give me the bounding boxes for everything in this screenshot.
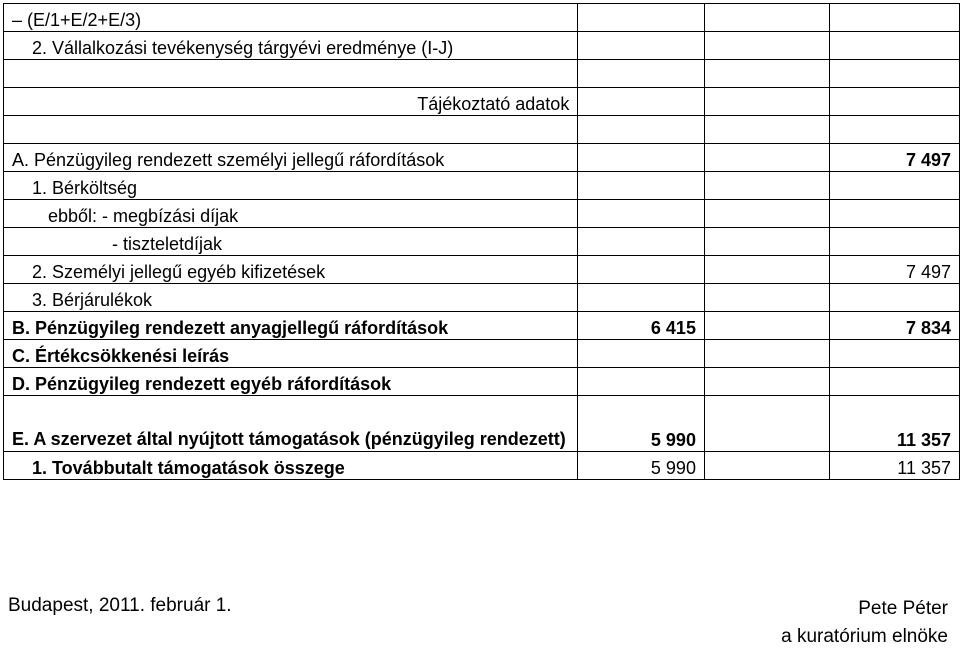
empty-cell (578, 4, 705, 32)
table-row (4, 228, 960, 256)
table-row (4, 340, 960, 368)
signer-name: Pete Péter (858, 598, 948, 619)
empty-cell (578, 88, 705, 116)
row-label: – (E/1+E/2+E/3) (4, 4, 578, 32)
empty-cell (578, 340, 705, 368)
empty-cell (830, 228, 960, 256)
table-row (4, 284, 960, 312)
empty-cell (704, 60, 829, 88)
row-label: E. A szervezet által nyújtott támogatások (pénzügyileg rendezett) (4, 396, 578, 452)
row-label: 1. Továbbutalt támogatások összege (4, 452, 578, 480)
empty-cell (704, 368, 829, 396)
table-row (4, 4, 960, 32)
empty-cell (704, 88, 829, 116)
place-date: Budapest, 2011. február 1. (8, 595, 232, 616)
empty-cell (830, 32, 960, 60)
empty-cell (704, 116, 829, 144)
row-label: A. Pénzügyileg rendezett személyi jellegű ráfordítások (4, 144, 578, 172)
table-row (4, 144, 960, 172)
empty-cell (578, 256, 705, 284)
empty-cell (830, 340, 960, 368)
table-row (4, 32, 960, 60)
empty-cell (830, 88, 960, 116)
table-row (4, 452, 960, 480)
section-header: Tájékoztató adatok (4, 88, 578, 116)
value-cell: 7 834 (830, 312, 960, 340)
empty-cell (578, 368, 705, 396)
row-label: 2. Vállalkozási tevékenység tárgyévi eredménye (I-J) (4, 32, 578, 60)
empty-cell (704, 4, 829, 32)
empty-cell (704, 312, 829, 340)
signer-title: a kuratórium elnöke (781, 626, 948, 647)
row-label: B. Pénzügyileg rendezett anyagjellegű ráfordítások (4, 312, 578, 340)
empty-cell (704, 228, 829, 256)
empty-cell (578, 200, 705, 228)
empty-cell (704, 396, 829, 452)
empty-cell (578, 116, 705, 144)
empty-cell (830, 116, 960, 144)
row-label: C. Értékcsökkenési leírás (4, 340, 578, 368)
empty-cell (578, 172, 705, 200)
empty-cell (704, 256, 829, 284)
empty-cell (578, 284, 705, 312)
value-cell: 7 497 (830, 256, 960, 284)
signature-block (781, 595, 948, 651)
value-cell: 7 497 (830, 144, 960, 172)
empty-cell (578, 32, 705, 60)
empty-cell (578, 60, 705, 88)
table-row (4, 368, 960, 396)
row-label: ebből: - megbízási díjak (4, 200, 578, 228)
financial-report-table (3, 3, 960, 480)
row-label: - tiszteletdíjak (4, 228, 578, 256)
empty-cell (704, 284, 829, 312)
empty-cell (830, 200, 960, 228)
table-row (4, 256, 960, 284)
value-cell: 11 357 (830, 396, 960, 452)
value-cell: 5 990 (578, 396, 705, 452)
empty-cell (578, 144, 705, 172)
table-row (4, 172, 960, 200)
empty-cell (830, 4, 960, 32)
value-cell: 6 415 (578, 312, 705, 340)
empty-cell (830, 368, 960, 396)
row-label: 3. Bérjárulékok (4, 284, 578, 312)
value-cell: 11 357 (830, 452, 960, 480)
empty-cell (830, 284, 960, 312)
row-label: 2. Személyi jellegű egyéb kifizetések (4, 256, 578, 284)
empty-cell (704, 172, 829, 200)
table-row (4, 312, 960, 340)
row-label: D. Pénzügyileg rendezett egyéb ráfordítások (4, 368, 578, 396)
table-row (4, 116, 960, 144)
empty-cell (704, 200, 829, 228)
table-row (4, 88, 960, 116)
table-row (4, 396, 960, 452)
empty-cell (704, 32, 829, 60)
empty-cell (4, 116, 578, 144)
row-label: 1. Bérköltség (4, 172, 578, 200)
empty-cell (704, 144, 829, 172)
empty-cell (830, 172, 960, 200)
empty-cell (578, 228, 705, 256)
empty-cell (704, 452, 829, 480)
value-cell: 5 990 (578, 452, 705, 480)
empty-cell (704, 340, 829, 368)
table-row (4, 200, 960, 228)
empty-cell (4, 60, 578, 88)
table-row (4, 60, 960, 88)
empty-cell (830, 60, 960, 88)
